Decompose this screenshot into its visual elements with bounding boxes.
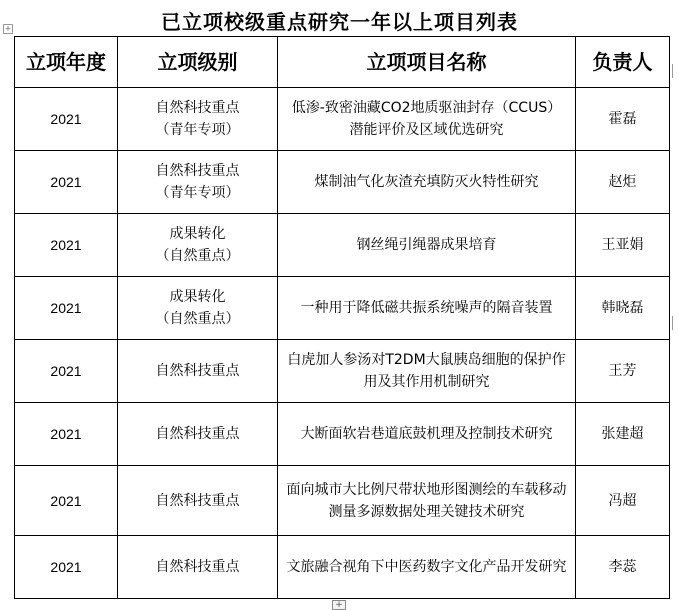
table-row <box>15 88 670 151</box>
cell-name: 煤制油气化灰渣充填防灭火特性研究 <box>278 151 576 214</box>
cell-leader: 张建超 <box>576 403 670 466</box>
cell-leader: 李蕊 <box>576 536 670 599</box>
cell-leader: 冯超 <box>576 466 670 536</box>
cell-level: 自然科技重点 <box>118 466 278 536</box>
cell-level: 自然科技重点 （青年专项） <box>118 151 278 214</box>
page-title: 已立项校级重点研究一年以上项目列表 <box>161 10 518 34</box>
cell-name: 面向城市大比例尺带状地形图测绘的车载移动测量多源数据处理关键技术研究 <box>278 466 576 536</box>
cell-name: 一种用于降低磁共振系统噪声的隔音装置 <box>278 277 576 340</box>
table-row <box>15 403 670 466</box>
cell-year: 2021 <box>15 214 118 277</box>
cell-level: 自然科技重点 <box>118 536 278 599</box>
table-header-row <box>15 37 670 88</box>
table-row <box>15 151 670 214</box>
cell-name: 文旅融合视角下中医药数字文化产品开发研究 <box>278 536 576 599</box>
cell-year: 2021 <box>15 340 118 403</box>
cell-leader: 王芳 <box>576 340 670 403</box>
header-year: 立项年度 <box>15 37 118 88</box>
header-name: 立项项目名称 <box>278 37 576 88</box>
cell-name: 大断面软岩巷道底鼓机理及控制技术研究 <box>278 403 576 466</box>
cell-leader: 霍磊 <box>576 88 670 151</box>
table-row <box>15 536 670 599</box>
table-row <box>15 340 670 403</box>
cell-leader: 赵炬 <box>576 151 670 214</box>
cell-level: 自然科技重点 （青年专项） <box>118 88 278 151</box>
cell-year: 2021 <box>15 277 118 340</box>
table-row <box>15 214 670 277</box>
cell-name: 钢丝绳引绳器成果培育 <box>278 214 576 277</box>
row-end-marker <box>672 64 679 78</box>
header-level: 立项级别 <box>118 37 278 88</box>
row-end-marker <box>672 316 679 330</box>
table-move-handle[interactable]: + <box>4 24 12 33</box>
table-add-row-handle[interactable]: + <box>332 600 346 610</box>
cell-leader: 韩晓磊 <box>576 277 670 340</box>
cell-year: 2021 <box>15 88 118 151</box>
table-row <box>15 466 670 536</box>
project-table <box>14 36 670 599</box>
cell-level: 成果转化 （自然重点） <box>118 277 278 340</box>
table-row <box>15 277 670 340</box>
cell-year: 2021 <box>15 403 118 466</box>
cell-year: 2021 <box>15 151 118 214</box>
cell-name: 白虎加人参汤对T2DM大鼠胰岛细胞的保护作用及其作用机制研究 <box>278 340 576 403</box>
cell-year: 2021 <box>15 536 118 599</box>
cell-level: 自然科技重点 <box>118 403 278 466</box>
cell-level: 成果转化 （自然重点） <box>118 214 278 277</box>
cell-leader: 王亚娟 <box>576 214 670 277</box>
cell-year: 2021 <box>15 466 118 536</box>
cell-level: 自然科技重点 <box>118 340 278 403</box>
cell-name: 低渗-致密油藏CO2地质驱油封存（CCUS）潜能评价及区域优选研究 <box>278 88 576 151</box>
header-leader: 负责人 <box>576 37 670 88</box>
